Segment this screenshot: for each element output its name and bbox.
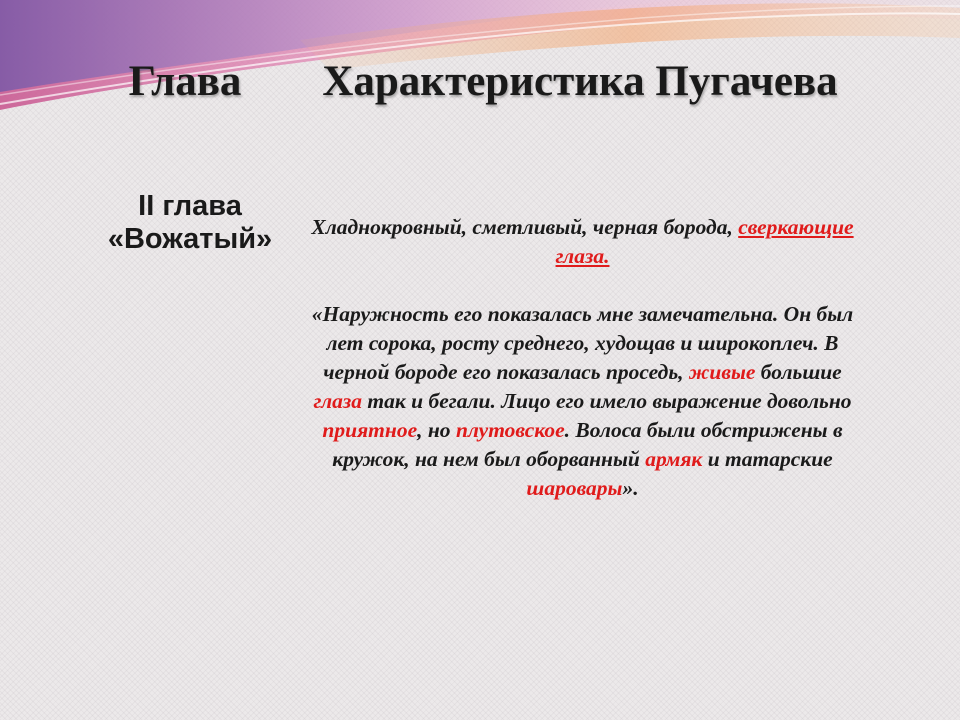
quote-highlight: приятное [322, 418, 418, 442]
summary-text: Хладнокровный, сметливый, черная борода, [311, 215, 733, 239]
header-chapter: Глава [128, 58, 242, 105]
quote-segment: . Волоса были обстрижены в кружок, на нем был оборванный [332, 418, 843, 471]
quote-segment: так и бегали. Лицо его имело выражение довольно [367, 389, 852, 413]
quote-highlight: глаза [313, 389, 363, 413]
quote-paragraph [310, 300, 855, 503]
quote-highlight: живые [688, 360, 756, 384]
chapter-number: II глава [138, 190, 242, 222]
characteristic-cell [310, 213, 855, 503]
chapter-cell [60, 190, 320, 256]
chapter-title: «Вожатый» [107, 223, 273, 255]
quote-highlight: армяк [645, 447, 703, 471]
quote-segment: и татарские [707, 447, 833, 471]
quote-segment: «Наружность его показалась мне замечательна. Он был лет сорока, росту среднего, худощав и широкоплеч. В черной бороде его показалась проседь, [311, 302, 854, 384]
summary-highlight: сверкающие глаза. [555, 215, 854, 268]
header-characteristic: Характеристика Пугачева [322, 58, 838, 105]
quote-highlight: шаровары [526, 476, 623, 500]
quote-segment: ». [622, 476, 639, 500]
quote-highlight: плутовское [455, 418, 565, 442]
quote-segment: большие [760, 360, 842, 384]
summary-line [310, 213, 855, 271]
quote-segment: , но [417, 418, 451, 442]
